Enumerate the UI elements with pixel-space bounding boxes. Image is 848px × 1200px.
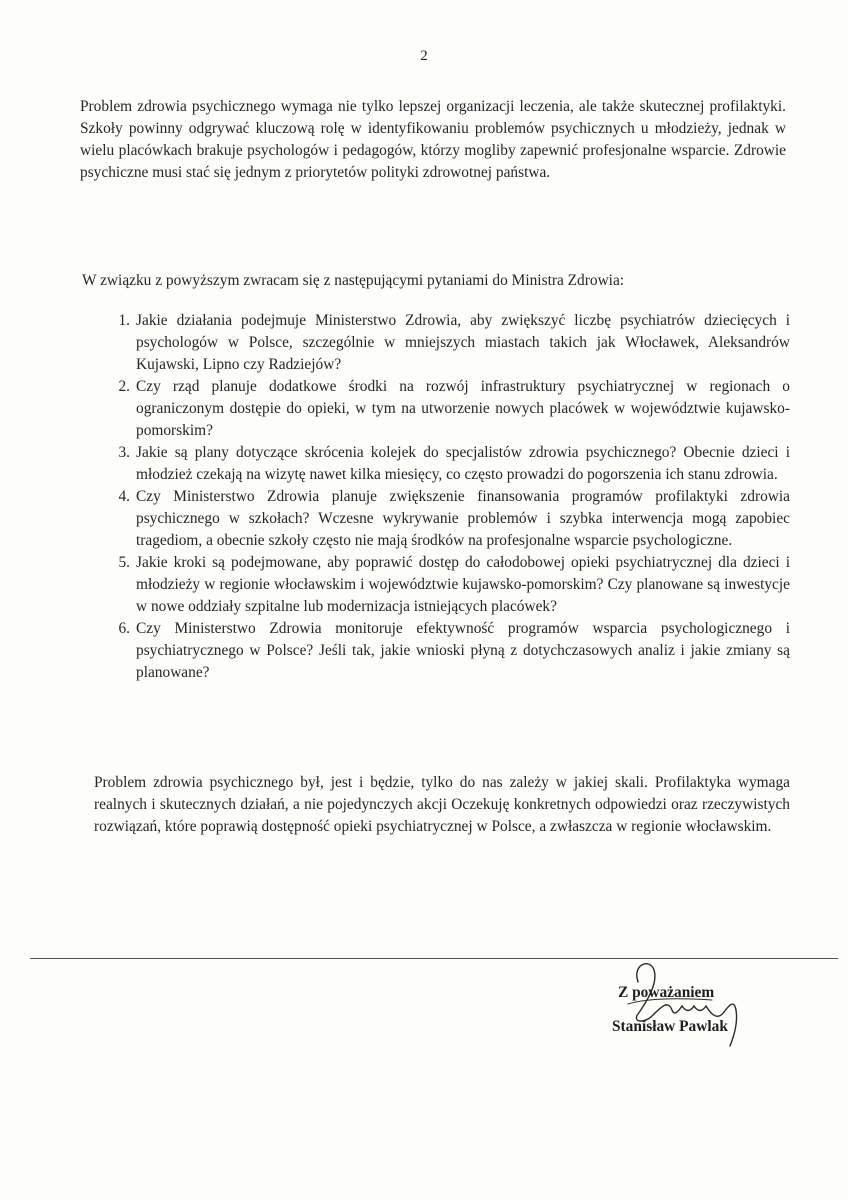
- questions-list: [118, 310, 790, 684]
- question-text: Jakie są plany dotyczące skrócenia kolejek do specjalistów zdrowia psychicznego? Obecnie dzieci i młodzież czekają na wizytę nawet kilka miesięcy, co często prowadzi do pogorszenia ich stanu zdrowia.: [136, 444, 790, 483]
- question-item: [118, 618, 790, 684]
- intro-paragraph: Problem zdrowia psychicznego wymaga nie tylko lepszej organizacji leczenia, ale także skutecznej profilaktyki. Szkoły powinny odgrywać kluczową rolę w identyfikowaniu problemów psychicznych u młodzieży, jednak w wielu placówkach brakuje psychologów i pedagogów, którzy mogliby zapewnić profesjonalne wsparcie. Zdrowie psychiczne musi stać się jednym z priorytetów polityki zdrowotnej państwa.: [80, 98, 786, 181]
- question-number: 1.: [118, 312, 130, 329]
- question-text: Jakie kroki są podejmowane, aby poprawić dostęp do całodobowej opieki psychiatrycznej dla dzieci i młodzieży w regionie włocławskim i województwie kujawsko-pomorskim? Czy planowane są inwestycje w nowe oddziały szpitalne lub modernizacja istniejących placówek?: [136, 554, 790, 615]
- handwritten-signature-icon: [608, 960, 768, 1050]
- signature-name: Stanisław Pawlak: [612, 1018, 728, 1035]
- question-item: [118, 376, 790, 442]
- question-number: 4.: [118, 488, 130, 505]
- closing-paragraph: Problem zdrowia psychicznego był, jest i będzie, tylko do nas zależy w jakiej skali. Profilaktyka wymaga realnych i skutecznych działań, a nie pojedynczych akcji Oczekuję konkretnych odpowiedzi oraz rzeczywistych rozwiązań, które poprawią dostępność opieki psychiatrycznej w Polsce, a zwłaszcza w regionie włocławskim.: [94, 774, 790, 835]
- question-item: [118, 310, 790, 376]
- question-text: Czy Ministerstwo Zdrowia planuje zwiększenie finansowania programów profilaktyki zdrowia psychicznego w szkołach? Wczesne wykrywanie problemów i szybka interwencja mogą zapobiec tragediom, a obecnie szkoły często nie mają środków na profesjonalne wsparcie psychologiczne.: [136, 488, 790, 549]
- horizontal-divider: [30, 958, 838, 959]
- question-text: Czy Ministerstwo Zdrowia monitoruje efektywność programów wsparcia psychologicznego i psychiatrycznego w Polsce? Jeśli tak, jakie wnioski płyną z dotychczasowych analiz i jakie zmiany są planowane?: [136, 620, 790, 681]
- lead-paragraph: W związku z powyższym zwracam się z następującymi pytaniami do Ministra Zdrowia:: [82, 272, 625, 289]
- question-number: 5.: [118, 554, 130, 571]
- signature-block: [608, 960, 768, 1050]
- question-text: Jakie działania podejmuje Ministerstwo Zdrowia, aby zwiększyć liczbę psychiatrów dziecięcych i psychologów w Polsce, szczególnie w mniejszych miastach takich jak Włocławek, Aleksandrów Kujawski, Lipno czy Radziejów?: [136, 312, 790, 373]
- question-item: [118, 486, 790, 552]
- signature-greeting: Z poważaniem: [618, 984, 715, 1001]
- question-item: [118, 552, 790, 618]
- question-number: 6.: [118, 620, 130, 637]
- question-text: Czy rząd planuje dodatkowe środki na rozwój infrastruktury psychiatrycznej w regionach o ograniczonym dostępie do opieki, w tym na utworzenie nowych placówek w województwie kujawsko-pomorskim?: [136, 378, 790, 439]
- page-number: 2: [420, 48, 428, 64]
- question-number: 2.: [118, 378, 130, 395]
- question-number: 3.: [118, 444, 130, 461]
- question-item: [118, 442, 790, 486]
